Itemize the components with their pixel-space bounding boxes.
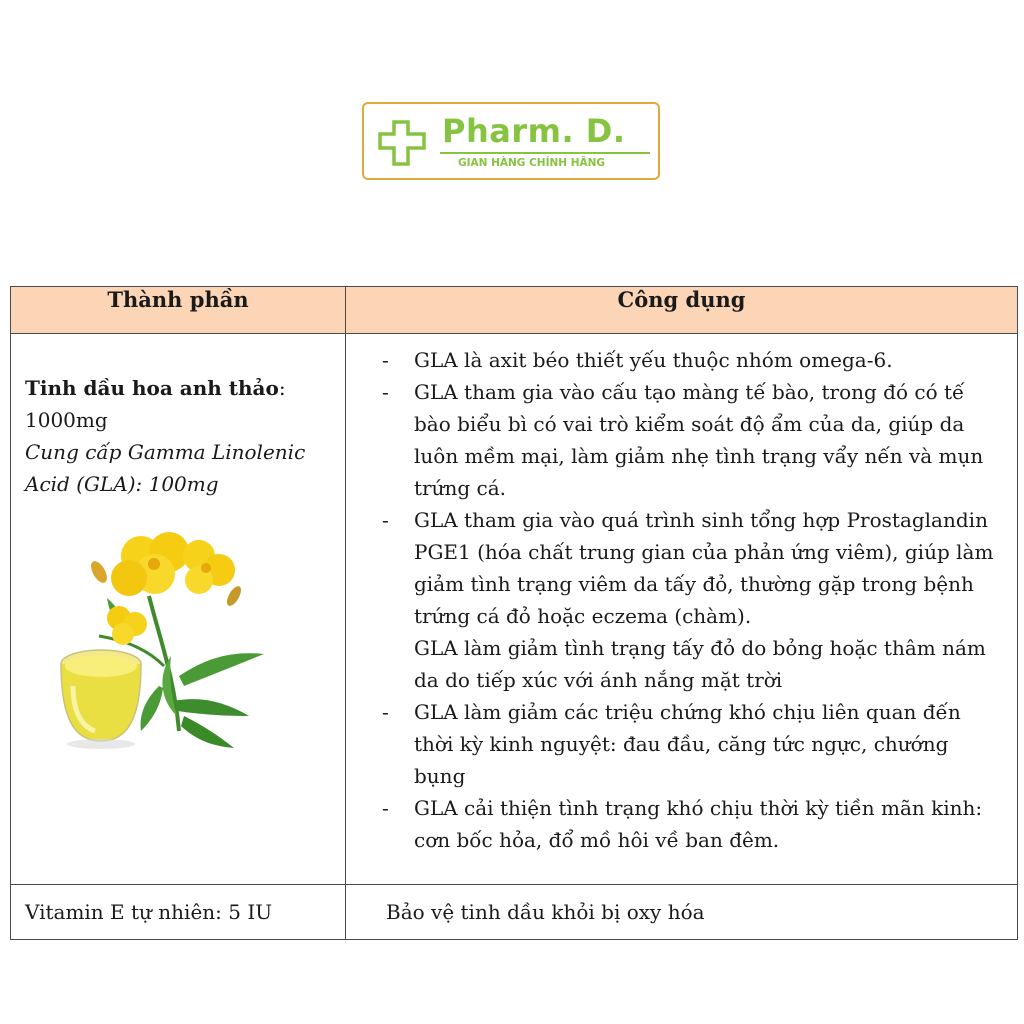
pharmd-logo: [362, 102, 660, 180]
ingredient-description: [25, 372, 335, 500]
list-dash: -: [382, 700, 389, 724]
ingredients-table: [10, 286, 1018, 940]
uses-cell: Bảo vệ tinh dầu khỏi bị oxy hóa: [346, 885, 1018, 940]
table-header-row: [11, 287, 1018, 334]
table-row: [11, 885, 1018, 940]
benefit-text: GLA tham gia vào quá trình sinh tổng hợp Prostaglandin PGE1 (hóa chất trung gian của phản ứng viêm), giúp làm giảm tình trạng viêm da tấy đỏ, thường gặp trong bệnh trứng cá đỏ hoặc eczema (chàm).: [414, 508, 994, 628]
list-item: [382, 376, 1005, 504]
list-dash: -: [382, 796, 389, 820]
ingredient-note-line2: Acid (GLA): 100mg: [25, 472, 219, 496]
medical-cross-icon: [378, 120, 426, 166]
header-uses: Công dụng: [346, 287, 1018, 334]
benefit-text: GLA tham gia vào cấu tạo màng tế bào, trong đó có tế bào biểu bì có vai trò kiểm soát độ ẩm của da, giúp da luôn mềm mại, làm giảm nhẹ tình trạng vẩy nến và mụn trứng cá.: [414, 380, 984, 500]
list-item: [382, 504, 1005, 632]
ingredient-note-line1: Cung cấp Gamma Linolenic: [25, 440, 306, 464]
ingredient-amount: 1000mg: [25, 408, 108, 432]
header-ingredients: Thành phần: [11, 287, 346, 334]
brand-name: Pharm. D.: [442, 112, 626, 150]
list-dash: -: [382, 348, 389, 372]
ingredient-cell: [11, 334, 346, 885]
list-dash: -: [382, 508, 389, 532]
logo-underline: [440, 152, 650, 154]
ingredient-colon: :: [278, 376, 286, 400]
ingredient-name: Tinh dầu hoa anh thảo: [25, 376, 279, 400]
list-item-continued: [382, 632, 1005, 696]
benefits-list: [382, 344, 1005, 856]
table-row: [11, 334, 1018, 885]
evening-primrose-oil-photo: [59, 526, 279, 756]
list-item: [382, 696, 1005, 792]
benefit-text: GLA cải thiện tình trạng khó chịu thời kỳ tiền mãn kinh: cơn bốc hỏa, đổ mồ hôi về ban đêm.: [414, 796, 983, 852]
uses-cell: [346, 334, 1018, 885]
ingredient-cell: Vitamin E tự nhiên: 5 IU: [11, 885, 346, 940]
list-item: [382, 344, 1005, 376]
benefit-text: GLA làm giảm các triệu chứng khó chịu liên quan đến thời kỳ kinh nguyệt: đau đầu, căng tức ngực, chướng bụng: [414, 700, 961, 788]
benefit-text: GLA làm giảm tình trạng tấy đỏ do bỏng hoặc thâm nám da do tiếp xúc với ánh nắng mặt trời: [414, 636, 986, 692]
list-dash: -: [382, 380, 389, 404]
benefit-text: GLA là axit béo thiết yếu thuộc nhóm omega-6.: [414, 348, 893, 372]
list-item: [382, 792, 1005, 856]
brand-tagline: GIAN HÀNG CHÍNH HÃNG: [458, 157, 606, 169]
